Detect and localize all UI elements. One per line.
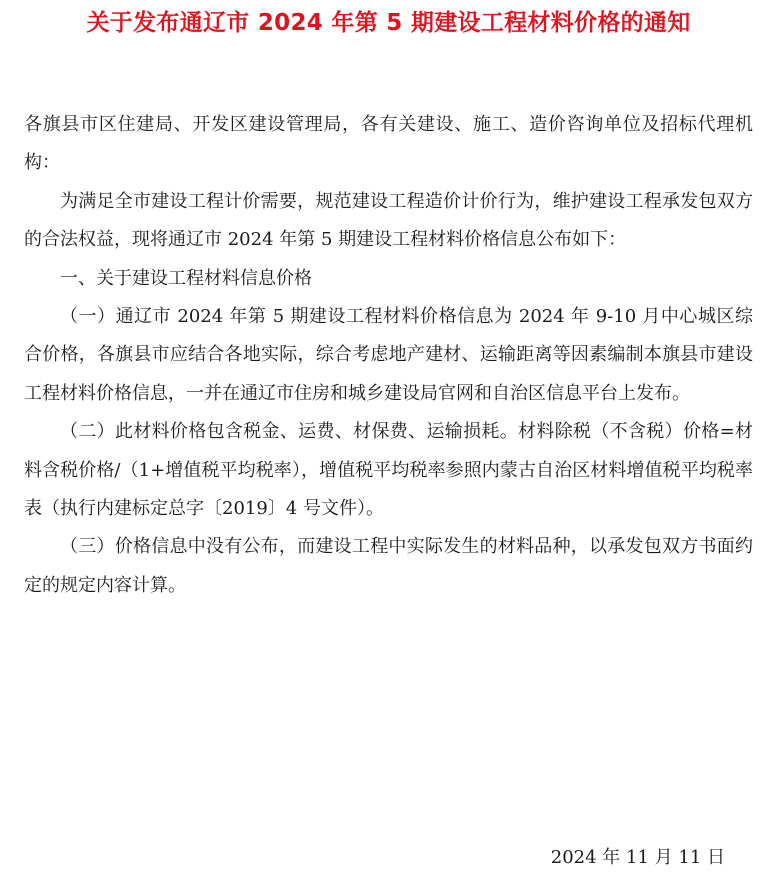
item-2-paragraph: （二）此材料价格包含税金、运费、材保费、运输损耗。材料除税（不含税）价格=材料含税价格/（1+增值税平均税率），增值税平均税率参照内蒙古自治区材料增值税平均税率表（执行内建标定总字〔2019〕4 号文件）。 — [24, 421, 753, 520]
notice-date: 2024 年 11 月 11 日 — [550, 847, 725, 868]
section-1-heading: 一、关于建设工程材料信息价格 — [60, 267, 312, 289]
item-1-paragraph: （一）通辽市 2024 年第 5 期建设工程材料价格信息为 2024 年 9-10 月中心城区综合价格，各旗县市应结合各地实际，综合考虑地产建材、运输距离等因素编制本旗县市建设工程材料价格信息，一并在通辽市住房和城乡建设局官网和自治区信息平台上发布。 — [24, 306, 753, 404]
notice-body — [24, 106, 753, 605]
salutation: 各旗县市区住建局、开发区建设管理局，各有关建设、施工、造价咨询单位及招标代理机构： — [24, 114, 753, 174]
item-3-paragraph: （三）价格信息中没有公布，而建设工程中实际发生的材料品种，以承发包双方书面约定的规定内容计算。 — [24, 536, 753, 596]
intro-paragraph: 为满足全市建设工程计价需要，规范建设工程造价计价行为，维护建设工程承发包双方的合法权益，现将通辽市 2024 年第 5 期建设工程材料价格信息公布如下： — [24, 190, 753, 251]
notice-title: 关于发布通辽市 2024 年第 5 期建设工程材料价格的通知 — [86, 10, 691, 36]
